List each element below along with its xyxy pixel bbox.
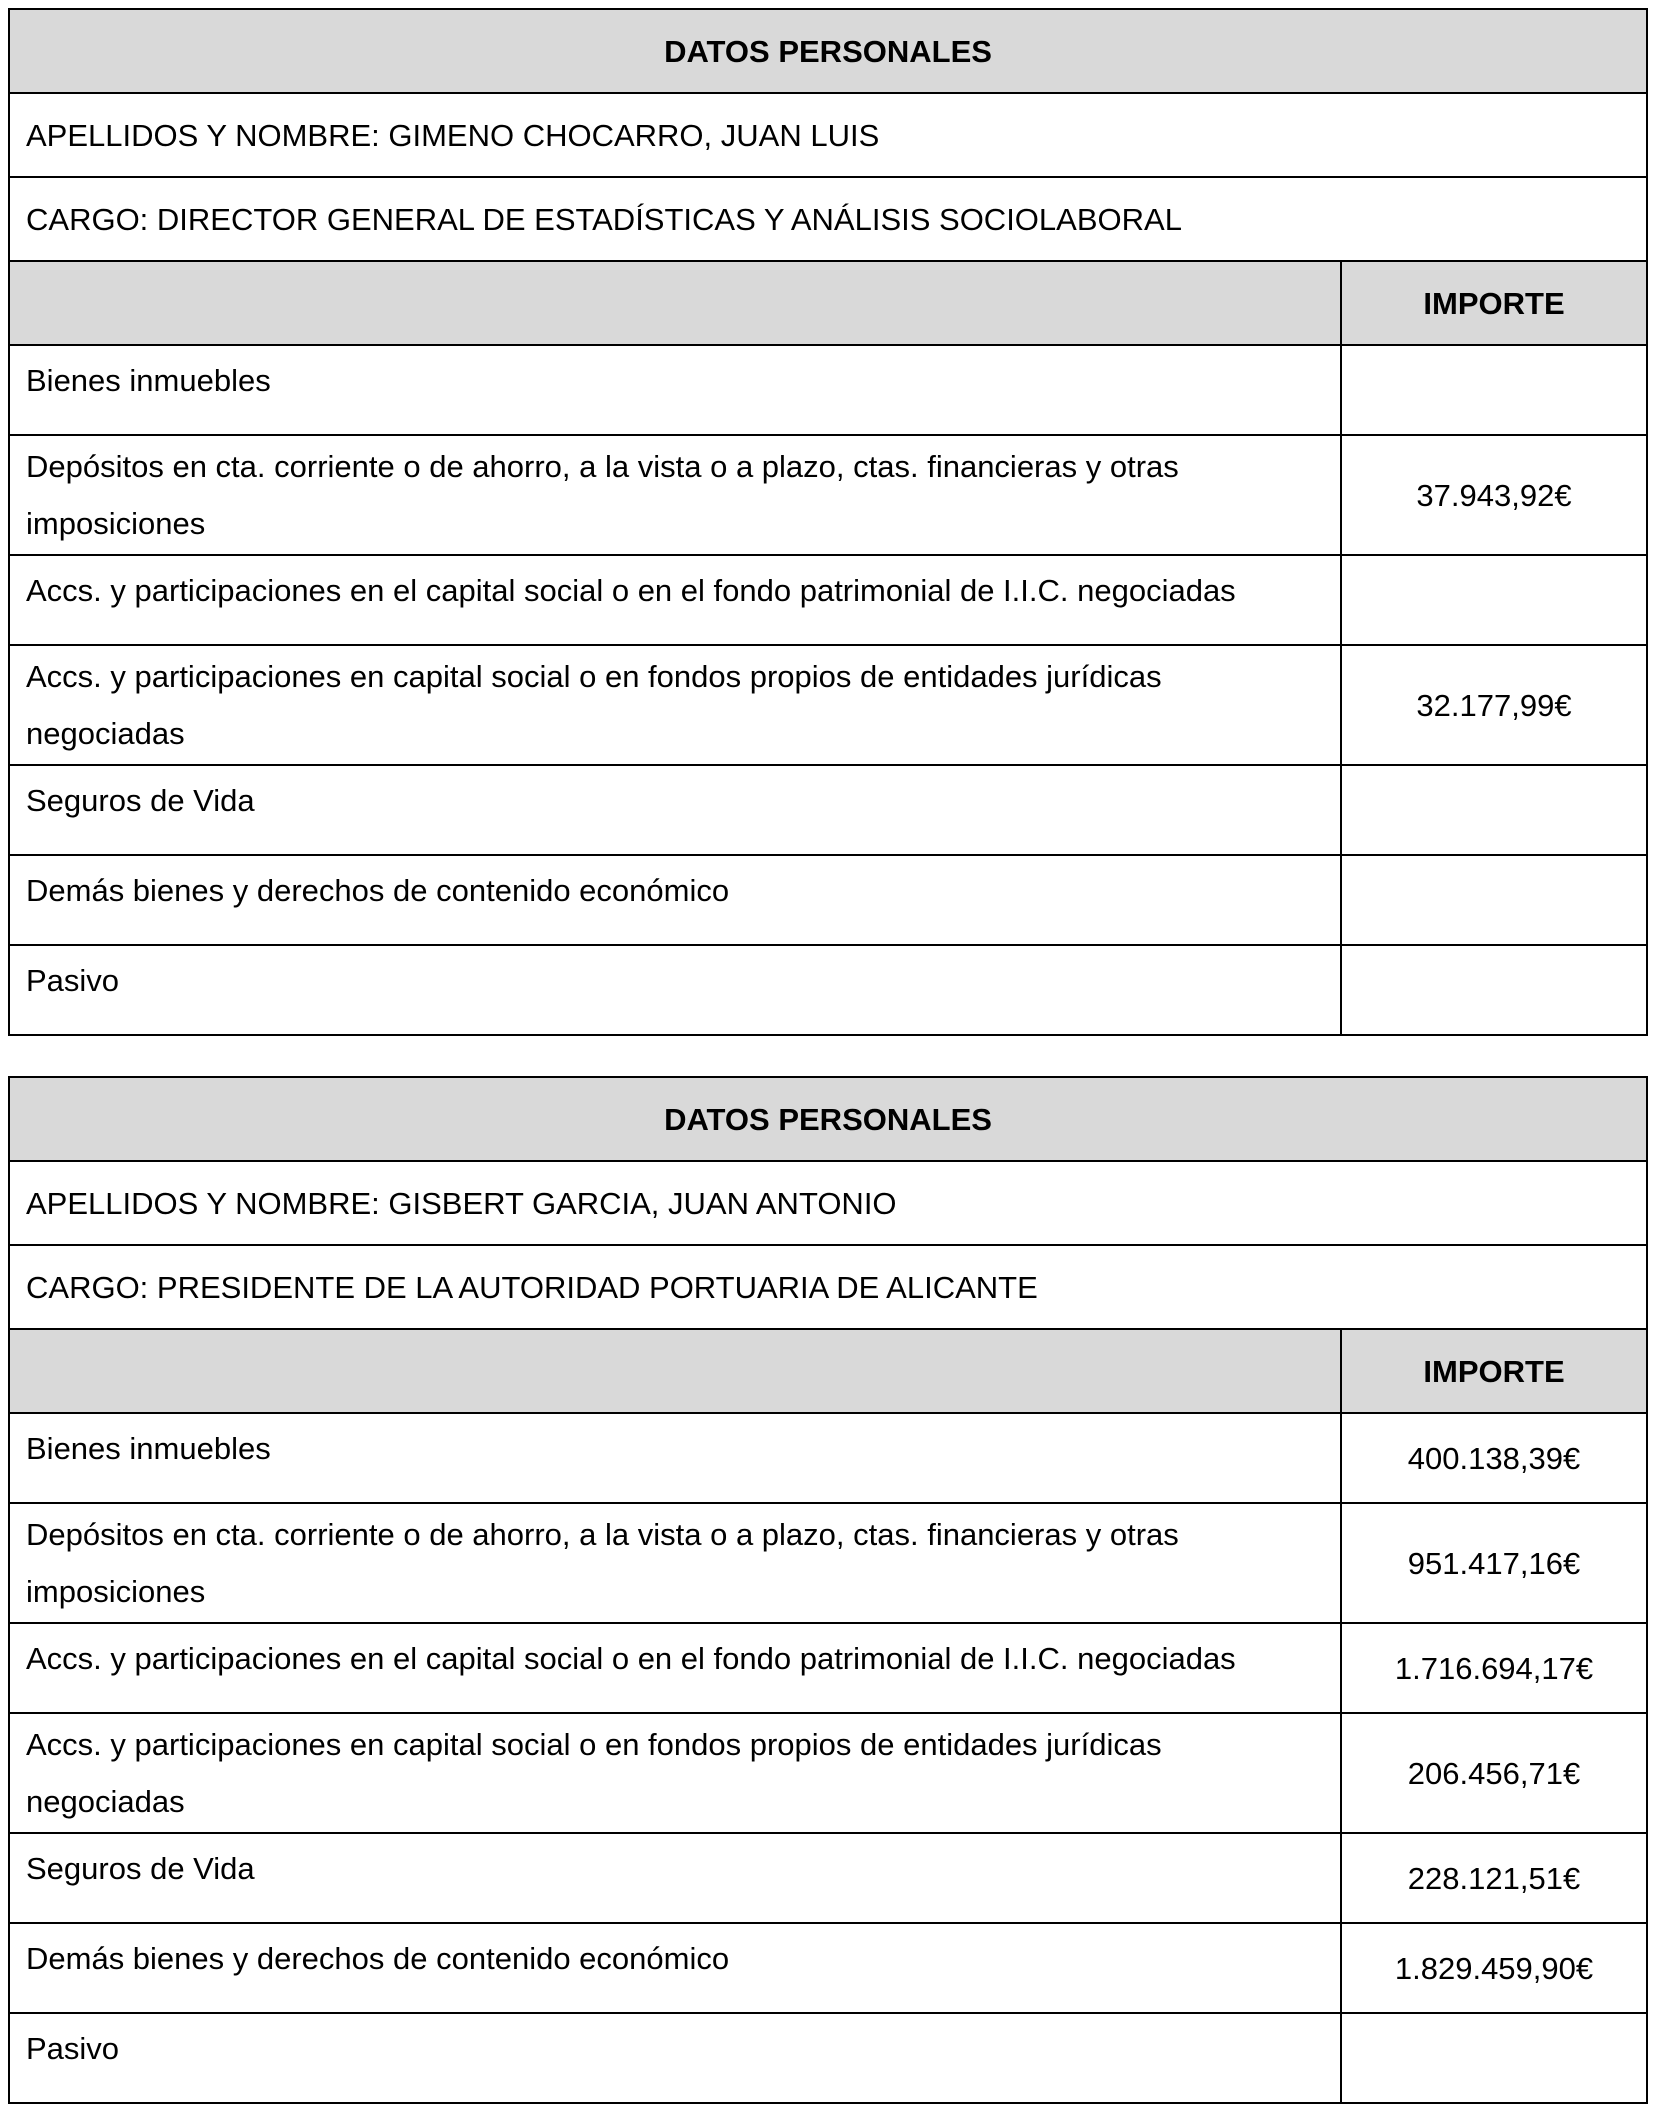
section-header: DATOS PERSONALES [9, 9, 1647, 93]
section-header: DATOS PERSONALES [9, 1077, 1647, 1161]
item-amount: 206.456,71€ [1341, 1713, 1647, 1833]
table-row [9, 2013, 1647, 2103]
name-line: APELLIDOS Y NOMBRE: GISBERT GARCIA, JUAN ANTONIO [9, 1161, 1647, 1245]
table-row [9, 645, 1647, 765]
position-line: CARGO: DIRECTOR GENERAL DE ESTADÍSTICAS Y ANÁLISIS SOCIOLABORAL [9, 177, 1647, 261]
item-amount [1341, 945, 1647, 1035]
amount-column-header: IMPORTE [1341, 1329, 1647, 1413]
table-row [9, 1923, 1647, 2013]
item-label: Bienes inmuebles [9, 345, 1341, 435]
item-amount: 37.943,92€ [1341, 435, 1647, 555]
table-row [9, 345, 1647, 435]
item-label: Depósitos en cta. corriente o de ahorro, a la vista o a plazo, ctas. financieras y otras imposiciones [9, 1503, 1341, 1623]
table-row [9, 435, 1647, 555]
item-amount [1341, 855, 1647, 945]
item-amount: 32.177,99€ [1341, 645, 1647, 765]
item-amount [1341, 555, 1647, 645]
table-row [9, 1833, 1647, 1923]
table-row [9, 765, 1647, 855]
item-label: Accs. y participaciones en el capital social o en el fondo patrimonial de I.I.C. negociadas [9, 1623, 1341, 1713]
item-amount: 400.138,39€ [1341, 1413, 1647, 1503]
amount-column-header: IMPORTE [1341, 261, 1647, 345]
table-row [9, 855, 1647, 945]
table-row [9, 1503, 1647, 1623]
column-header-row [9, 261, 1647, 345]
item-amount: 1.716.694,17€ [1341, 1623, 1647, 1713]
item-label: Accs. y participaciones en el capital social o en el fondo patrimonial de I.I.C. negociadas [9, 555, 1341, 645]
item-amount: 951.417,16€ [1341, 1503, 1647, 1623]
asset-declaration-table-1 [8, 8, 1648, 1036]
item-amount [1341, 345, 1647, 435]
document-page [8, 8, 1646, 2104]
position-line: CARGO: PRESIDENTE DE LA AUTORIDAD PORTUARIA DE ALICANTE [9, 1245, 1647, 1329]
item-label: Seguros de Vida [9, 765, 1341, 855]
item-label: Demás bienes y derechos de contenido económico [9, 855, 1341, 945]
item-amount: 228.121,51€ [1341, 1833, 1647, 1923]
table-row [9, 555, 1647, 645]
item-label: Pasivo [9, 945, 1341, 1035]
column-header-row [9, 1329, 1647, 1413]
blank-header-cell [9, 261, 1341, 345]
item-label: Pasivo [9, 2013, 1341, 2103]
asset-declaration-table-2 [8, 1076, 1648, 2104]
item-label: Demás bienes y derechos de contenido económico [9, 1923, 1341, 2013]
table-row [9, 1713, 1647, 1833]
name-line: APELLIDOS Y NOMBRE: GIMENO CHOCARRO, JUAN LUIS [9, 93, 1647, 177]
item-label: Accs. y participaciones en capital social o en fondos propios de entidades jurídicas negociadas [9, 1713, 1341, 1833]
item-amount: 1.829.459,90€ [1341, 1923, 1647, 2013]
item-amount [1341, 765, 1647, 855]
item-label: Bienes inmuebles [9, 1413, 1341, 1503]
table-row [9, 1623, 1647, 1713]
item-amount [1341, 2013, 1647, 2103]
table-row [9, 945, 1647, 1035]
item-label: Depósitos en cta. corriente o de ahorro, a la vista o a plazo, ctas. financieras y otras imposiciones [9, 435, 1341, 555]
blank-header-cell [9, 1329, 1341, 1413]
item-label: Seguros de Vida [9, 1833, 1341, 1923]
table-row [9, 1413, 1647, 1503]
item-label: Accs. y participaciones en capital social o en fondos propios de entidades jurídicas negociadas [9, 645, 1341, 765]
